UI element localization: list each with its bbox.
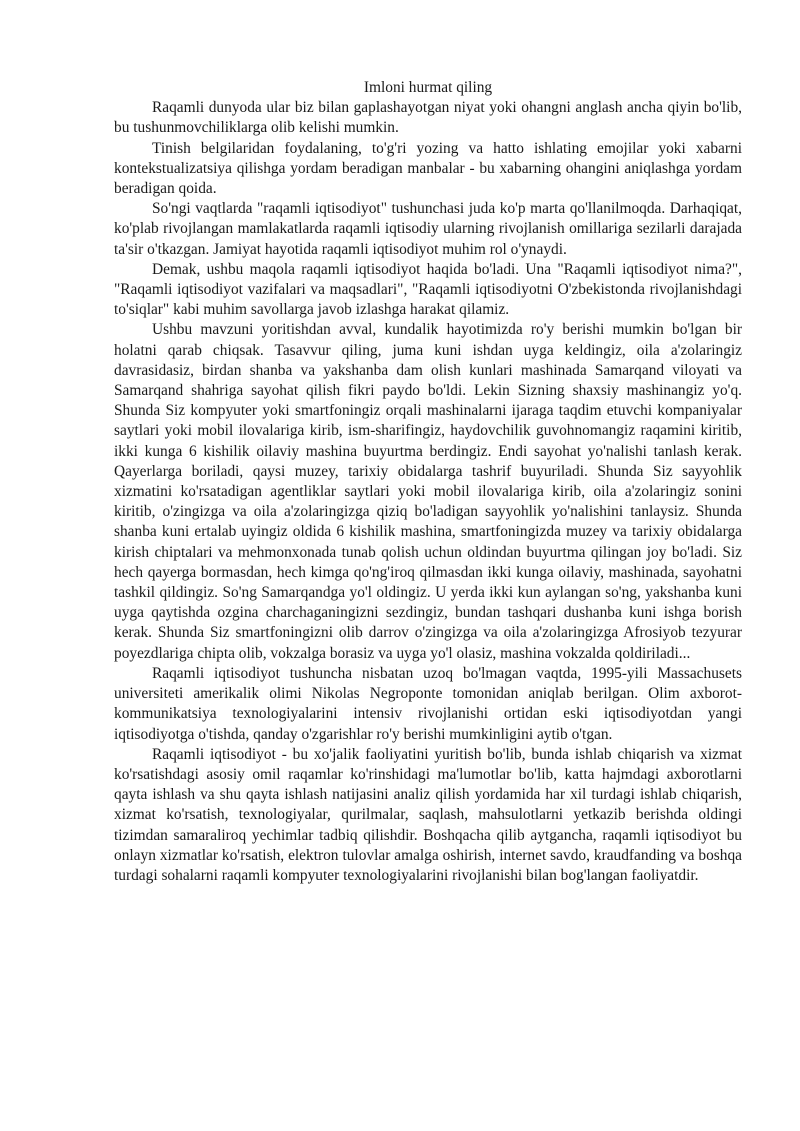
document-title: Imloni hurmat qiling [363, 79, 493, 96]
paragraph-definition: Raqamli iqtisodiyot - bu xo'jalik faoliyatini yuritish bo'lib, bunda ishlab chiqarish va xizmat ko'rsatishdagi asosiy omil raqamlar ko'rinshidagi ma'lumotlar bo'lib, katta hajmdagi axborotlarni qayta ishlash va shu qayta ishlash natijasini analiz qilish yordamida har xil turdagi ishlab chiqarish, xizmat ko'rsatish, texnologiyalar, qurilmalar, saqlash, mahsulotlarni yetkazib berishda oldingi tizimdan samaraliroq yechimlar tadbiq qilishdir. Boshqacha qilib aytgancha, raqamli iqtisodiyot bu onlayn xizmatlar ko'rsatish, elektron tulovlar amalga oshirish, internet savdo, kraudfanding va boshqa turdagi sohalarni raqamli kompyuter texnologiyalarini rivojlanishi bilan bog'langan faoliyatdir. [114, 745, 742, 884]
paragraph-article-topic: Demak, ushbu maqola raqamli iqtisodiyot haqida bo'ladi. Una "Raqamli iqtisodiyot nima?", "Raqamli iqtisodiyot vazifalari va maqsadlari", "Raqamli iqtisodiyotni O'zbekistonda rivojlanishdagi to'siqlar" kabi muhim savollarga javob izlashga harakat qilamiz. [114, 260, 742, 319]
paragraph-digital-economy: So'ngi vaqtlarda "raqamli iqtisodiyot" tushunchasi juda ko'p marta qo'llanilmoqda. Darhaqiqat, ko'plab rivojlangan mamlakatlarda raqamli iqtisodiy ularning rivojlanish omillariga sezilarli darajada ta'sir o'tkazgan. Jamiyat hayotida raqamli iqtisodiyot muhim rol o'ynaydi. [114, 200, 742, 258]
document-page [114, 78, 742, 886]
paragraph-history: Raqamli iqtisodiyot tushuncha nisbatan uzoq bo'lmagan vaqtda, 1995-yili Massachusets universiteti amerikalik olimi Nikolas Negroponte tomonidan aniqlab berilgan. Olim axborot-kommunikatsiya texnologiyalarini intensiv rivojlanishi ortidan eski iqtisodiyotdan yangi iqtisodiyotga o'tishda, qanday o'zgarishlar ro'y berishi mumkinligini aytib o'tgan. [114, 664, 742, 743]
paragraph-intro: Raqamli dunyoda ular biz bilan gaplashayotgan niyat yoki ohangni anglash ancha qiyin bo'lib, bu tushunmovchiliklarga olib kelishi mumkin. [114, 99, 742, 137]
paragraph-example-scenario: Ushbu mavzuni yoritishdan avval, kundalik hayotimizda ro'y berishi mumkin bo'lgan bir holatni qarab chiqsak. Tasavvur qiling, juma kuni ishdan uyga keldingiz, oila a'zolaringiz davrasidasiz, birdan shanba va yakshanba dam olish kunlari mashinada Samarqand viloyati va Samarqand shahriga sayohat qilish fikri paydo bo'ldi. Lekin Sizning shaxsiy mashinangiz yo'q. Shunda Siz kompyuter yoki smartfoningiz orqali mashinalarni ijaraga taqdim etuvchi kompaniyalar saytlari yoki mobil ilovalariga kirib, ism-sharifingiz, haydovchilik guvohnomangiz raqamini kiritib, ikki kunga 6 kishilik oilaviy mashina buyurtma berdingiz. Endi sayohat yo'nalishi tanlash kerak. Qayerlarga boriladi, qaysi muzey, tarixiy obidalarga tashrif buyuriladi. Shunda Siz sayyohlik xizmatini ko'rsatadigan agentliklar saytlari yoki mobil ilovalariga kirib, oila a'zolaringiz sonini kiritib, o'zingizga va oila a'zolaringizga qiziq bo'ladigan sayyohlik yo'nalishini tanlaysiz. Shunda shanba kuni ertalab uyingiz oldida 6 kishilik mashina, smartfoningizda muzey va tarixiy obidalarga kirish chiptalari va mehmonxonada tunab qolish uchun oldindan buyurtma qilingan joy bo'ladi. Siz hech qayerga bormasdan, hech kimga qo'ng'iroq qilmasdan ikki kunga oilaviy, mashinada, sayohatni tashkil qildingiz. So'ng Samarqandga yo'l oldingiz. U yerda ikki kun aylangan so'ng, yakshanba kuni uyga qaytishda ozgina charchaganingizni sezdingiz, bundan tashqari dushanba kuni ishga borish kerak. Shunda Siz smartfoningizni olib darrov o'zingizga va oila a'zolaringizga Afrosiyob tezyurar poyezdlariga chipta olib, vokzalga borasiz va uyga yo'l olasiz, mashina vokzalda qoldiriladi... [114, 321, 742, 662]
paragraph-punctuation: Tinish belgilaridan foydalaning, to'g'ri yozing va hatto ishlating emojilar yoki xabarni kontekstualizatsiya qilishga yordam beradigan manbalar - bu xabarning ohangini aniqlashga yordam beradigan qoida. [114, 139, 742, 198]
